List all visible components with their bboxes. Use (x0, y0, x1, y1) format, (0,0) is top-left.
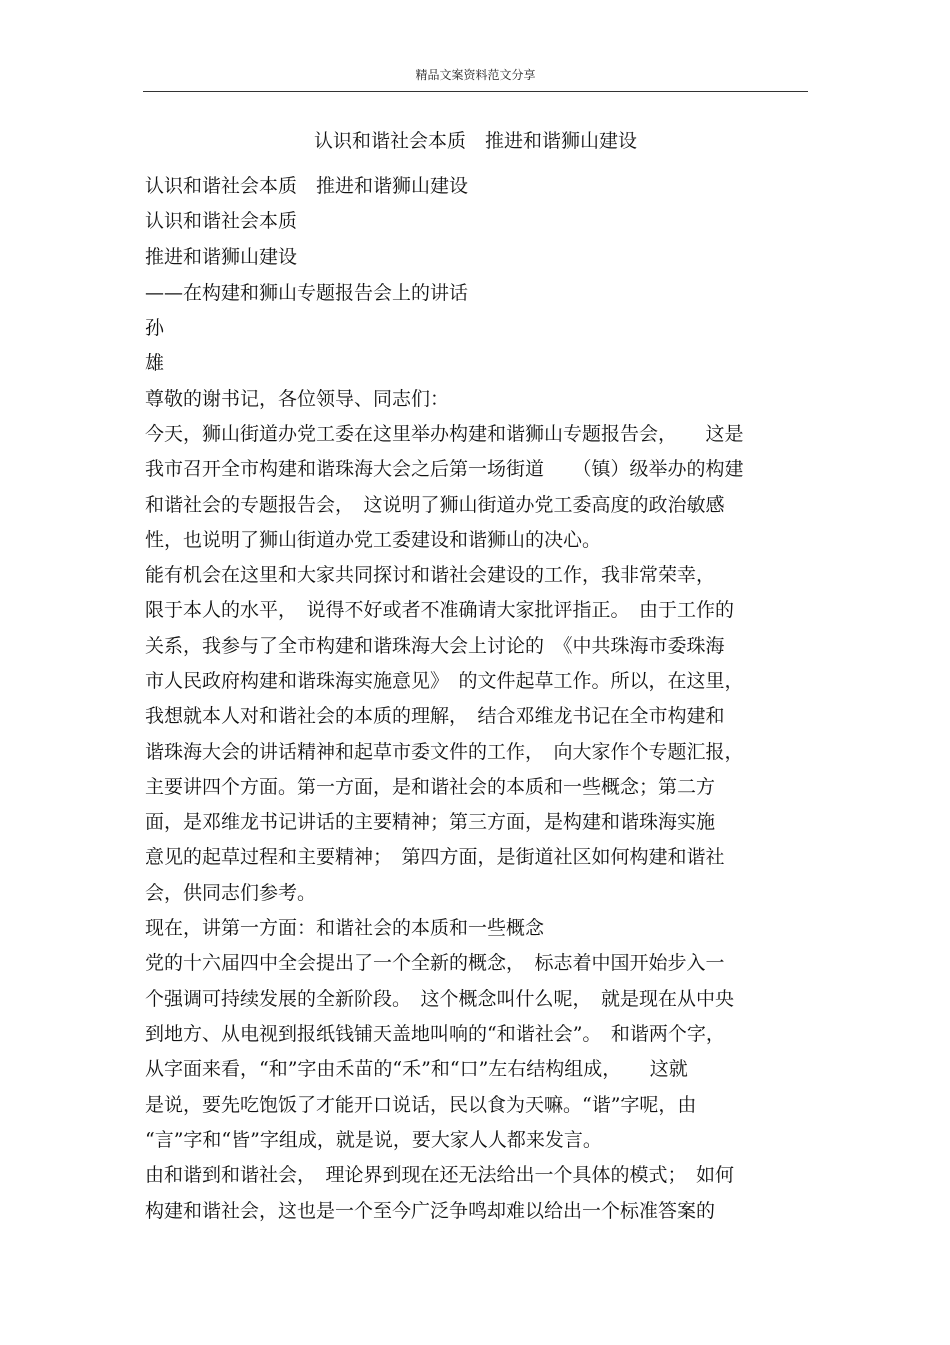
body-line: 关系，我参与了全市构建和谐珠海大会上讨论的 《中共珠海市委珠海 (145, 635, 725, 657)
body-line: 从字面来看，“和”字由禾苗的“禾”和“口”左右结构组成， 这就 (145, 1058, 688, 1080)
body-line: 面，是邓维龙书记讲话的主要精神；第三方面，是构建和谐珠海实施 (145, 811, 716, 833)
body-line: 我想就本人对和谐社会的本质的理解， 结合邓维龙书记在全市构建和 (145, 705, 725, 727)
body-line: 个强调可持续发展的全新阶段。 这个概念叫什么呢， 就是现在从中央 (145, 988, 735, 1010)
body-line: “言”字和“皆”字组成，就是说，要大家人人都来发言。 (145, 1129, 602, 1151)
body-line: 认识和谐社会本质 (145, 210, 298, 232)
body-line: 和谐社会的专题报告会， 这说明了狮山街道办党工委高度的政治敏感 (145, 494, 725, 516)
speech-subtitle: ——在构建和狮山专题报告会上的讲话 (145, 282, 469, 304)
body-line: 谐珠海大会的讲话精神和起草市委文件的工作， 向大家作个专题汇报， (145, 741, 744, 763)
body-line: 限于本人的水平， 说得不好或者不准确请大家批评指正。 由于工作的 (145, 599, 735, 621)
body-line: 意见的起草过程和主要精神； 第四方面，是街道社区如何构建和谐社 (145, 846, 725, 868)
body-line: 今天，狮山街道办党工委在这里举办构建和谐狮山专题报告会， 这是 (145, 423, 744, 445)
document-title: 认识和谐社会本质 推进和谐狮山建设 (313, 130, 637, 152)
section-heading: 现在，讲第一方面：和谐社会的本质和一些概念 (145, 917, 545, 939)
body-line: 我市召开全市构建和谐珠海大会之后第一场街道 （镇）级举办的构建 (145, 458, 744, 480)
body-line: 能有机会在这里和大家共同探讨和谐社会建设的工作，我非常荣幸， (145, 564, 716, 586)
body-line: 会，供同志们参考。 (145, 882, 317, 904)
body-line: 到地方、从电视到报纸钱铺天盖地叫响的“和谐社会”。 和谐两个字， (145, 1023, 725, 1045)
header-divider (143, 91, 808, 92)
page-header: 精品文案资料范文分享 (415, 68, 536, 82)
body-line: 性，也说明了狮山街道办党工委建设和谐狮山的决心。 (145, 529, 602, 551)
body-line: 主要讲四个方面。第一方面，是和谐社会的本质和一些概念；第二方 (145, 776, 716, 798)
body-line: 认识和谐社会本质 推进和谐狮山建设 (145, 175, 469, 197)
body-line: 由和谐到和谐社会， 理论界到现在还无法给出一个具体的模式； 如何 (145, 1164, 735, 1186)
body-line: 推进和谐狮山建设 (145, 246, 298, 268)
body-line: 是说，要先吃饱饭了才能开口说话，民以食为天嘛。“谐”字呢，由 (145, 1094, 697, 1116)
body-line: 市人民政府构建和谐珠海实施意见》 的文件起草工作。所以，在这里， (145, 670, 744, 692)
author-given-name: 雄 (145, 352, 165, 374)
body-line: 构建和谐社会，这也是一个至今广泛争鸣却难以给出一个标准答案的 (145, 1200, 716, 1222)
body-line: 党的十六届四中全会提出了一个全新的概念， 标志着中国开始步入一 (145, 952, 725, 974)
author-surname: 孙 (145, 317, 165, 339)
salutation: 尊敬的谢书记，各位领导、同志们： (145, 388, 450, 410)
